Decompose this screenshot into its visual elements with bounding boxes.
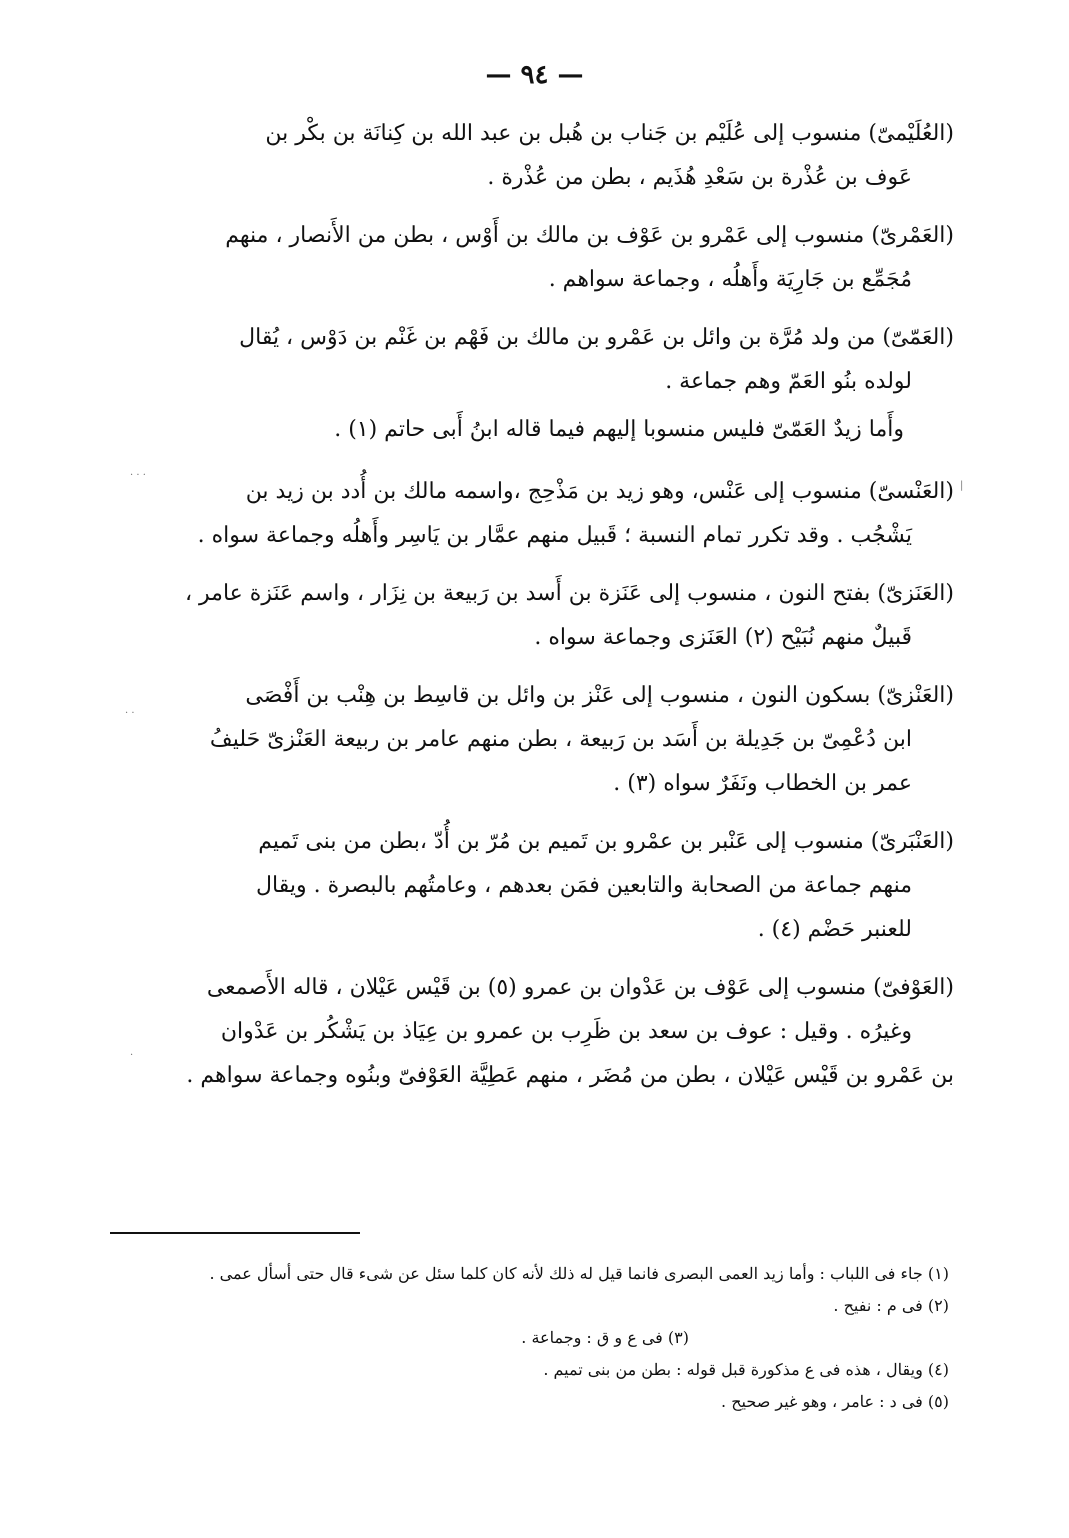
- entry-line: (العَمّىّ) من ولد مُرَّة بن وائل بن عَمْرو بن مالك بن فَهْم بن غَنْم بن دَوْس ، يُقال: [239, 325, 954, 350]
- main-text: [120, 112, 954, 1112]
- entry-line: (العَنْزىّ) بسكون النون ، منسوب إلى عَنْز بن وائل بن قاسِط بن هِنْب بن أَفْصَى: [245, 683, 954, 708]
- entry-line: مُجَمِّع بن جَارِيَة وأَهلُه ، وجماعة سواهم .: [548, 267, 912, 292]
- entry-ulaymi: [120, 112, 954, 200]
- entry-anazi-fatha: [120, 572, 954, 660]
- entry-line: عَوف بن عُذْرة بن سَعْدِ هُذَيم ، بطن من عُذْرة .: [487, 165, 912, 190]
- scan-speck: · ·: [125, 708, 135, 719]
- entry-line: (العَمْرىّ) منسوب إلى عَمْرو بن عَوْف بن مالك بن أَوْس ، بطن من الأَنصار ، منهم: [225, 223, 954, 248]
- entry-line: (العَوْفىّ) منسوب إلى عَوْف بن عَدْوان بن عمرو (٥) بن قَيْس عَيْلان ، قاله الأَصمعى: [206, 975, 954, 1000]
- footnote-1: (١) جاء فى اللباب : وأما زيد العمى البصرى فانما قيل له ذلك لأنه كان كلما سئل عن شىء قال حتى أسأل عمى .: [209, 1264, 949, 1283]
- entry-line: قَبيلٌ منهم نُبَيْح (٢) العَنَزى وجماعة سواه .: [534, 625, 912, 650]
- entry-anbari: [120, 820, 954, 952]
- entry-ansi: [120, 470, 954, 558]
- page-number: — ٩٤ —: [485, 60, 584, 90]
- entry-line: وغيرُه . وقيل : عوف بن سعد بن ظَرِب بن عمرو بن عِيَاذ بن يَشْكُر بن عَدْوان: [220, 1019, 912, 1044]
- entry-line: (العَنْبَرىّ) منسوب إلى عَنْبر بن عمْرو بن تَميم بن مُرّ بن أُدّ ،بطن من بنى تَميم: [258, 829, 954, 854]
- entry-line: (العَنَزىّ) بفتح النون ، منسوب إلى عَنَزة بن أَسد بن رَبيعة بن نِزَار ، واسم عَنَزة عامر ،: [184, 581, 954, 606]
- entry-line: ابن دُعْمِىّ بن جَدِيلة بن أَسَد بن رَبيعة ، بطن منهم عامر بن ربيعة العَنْزىّ حَليفُ: [209, 727, 912, 752]
- footnote-2: (٢) فى م : نفيح .: [833, 1296, 949, 1315]
- entry-ammi: [120, 316, 954, 404]
- scan-speck: · · ·: [130, 470, 146, 481]
- entry-line: عمر بن الخطاب ونَفَرٌ سواه (٣) .: [613, 771, 912, 796]
- entry-line: للعنبر حَضْم (٤) .: [757, 917, 912, 942]
- footnote-4: (٤) ويقال ، هذه فى ع مذكورة قبل قوله : بطن من بنى تميم .: [543, 1360, 949, 1379]
- entry-anzi-sukun: [120, 674, 954, 806]
- footnote-separator: [110, 1232, 360, 1234]
- entry-line: يَشْجُب . وقد تكرر تمام النسبة ؛ قَبيل منهم عمَّار بن يَاسِر وأَهلُه وجماعة سواه .: [197, 523, 912, 548]
- footnote-3: (٣) فى ع و ق : وجماعة .: [521, 1328, 689, 1347]
- footnote-row: [110, 1294, 949, 1318]
- entry-line: بن عَمْرو بن قَيْس عَيْلان ، بطن من مُضَر ، منهم عَطِيَّة العَوْفىّ وبنُوه وجماعة سواهم .: [186, 1063, 954, 1088]
- entry-line: (العَنْسىّ) منسوب إلى عَنْس، وهو زيد بن مَذْحِج ،واسمه مالك بن أُدد بن زيد بن: [245, 479, 954, 504]
- entry-line: لولده بنُو العَمّ وهم جماعة .: [665, 369, 912, 394]
- entry-line: (العُلَيْمىّ) منسوب إلى عُلَيْم بن جَناب بن هُبل بن عبد الله بن كِنانَة بن بكْر بن: [265, 121, 954, 146]
- entry-line: منهم جماعة من الصحابة والتابعين فمَن بعدهم ، وعامتُهم بالبصرة . ويقال: [256, 873, 912, 898]
- entry-awfi: [120, 966, 954, 1098]
- footnote-5: (٥) فى د : عامر ، وهو غير صحيح .: [721, 1392, 949, 1411]
- scan-speck: |: [960, 480, 964, 491]
- entry-amri: [120, 214, 954, 302]
- footnotes: [110, 1262, 949, 1422]
- aside-note: وأَما زيدٌ العَمّىّ فليس منسوبا إليهم فيما قاله ابنُ أَبى حاتم (١) .: [334, 417, 904, 442]
- scan-speck: ·: [130, 1050, 134, 1061]
